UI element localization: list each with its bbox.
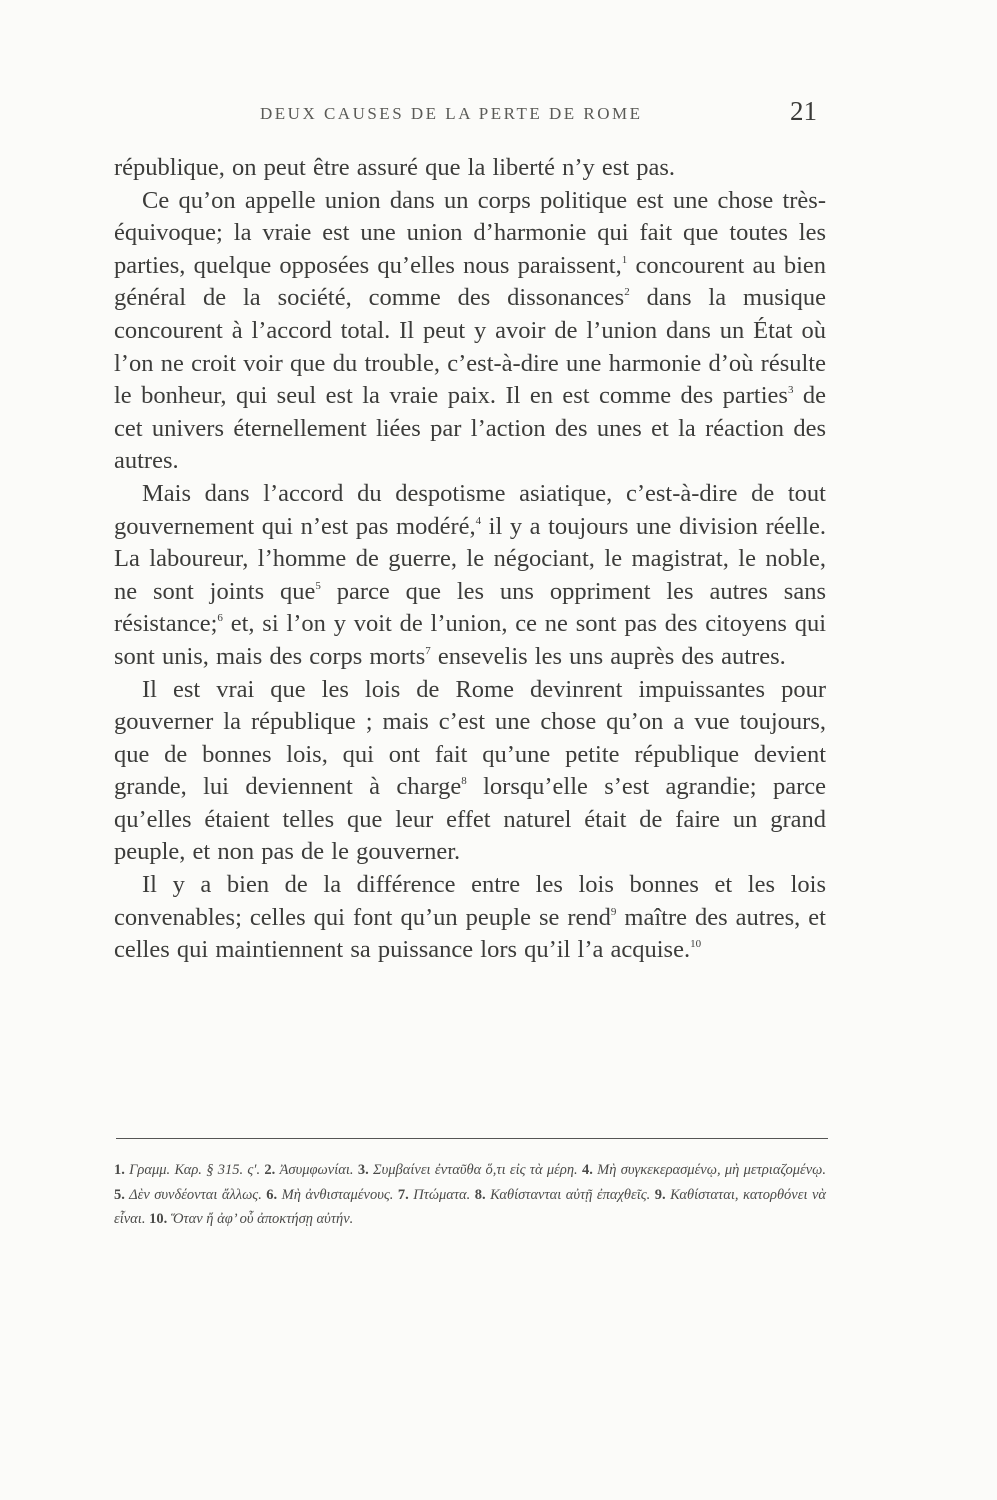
running-title: DEUX CAUSES DE LA PERTE DE ROME (260, 104, 643, 123)
footnote-marker: 6 (217, 612, 223, 625)
footnote-number: 4. (581, 1162, 593, 1178)
page-number: 21 (790, 96, 817, 126)
footnote-marker: 7 (425, 644, 431, 657)
footnote-text: Καθίσταται, κατορθόνει νὰ εἶναι. (114, 1186, 827, 1227)
text-segment: parce que les uns oppriment les autres sans résistance; (114, 577, 826, 638)
footnote-text: Μὴ συγκεκερασμένῳ, μὴ μετριαζομένῳ. (597, 1162, 827, 1178)
text-segment: il y a toujours une division réelle. La laboureur, l’homme de guerre, le négociant, le magistrat, le noble, ne sont joints que (114, 512, 826, 605)
main-text (114, 152, 826, 967)
text-segment: lorsqu’elle s’est agrandie; parce qu’elles étaient telles que leur effet naturel était de faire un grand peuple, et non pas de le gouverner. (114, 773, 826, 866)
footnote-number: 3. (357, 1162, 369, 1178)
footnote-marker: 9 (610, 905, 617, 918)
text-segment: maître des autres, et celles qui maintiennent sa puissance lors qu’il l’a acquise. (114, 903, 826, 964)
footnote-text: Ὅταν ἤ ἀφ’ οὗ ἀποκτήσῃ αὐτήν. (170, 1211, 354, 1227)
footnote-number: 6. (266, 1186, 278, 1203)
footnote-number: 1. (114, 1162, 125, 1178)
footnote-marker: 2 (624, 286, 630, 299)
footnote-number: 10. (149, 1211, 168, 1227)
footnotes (114, 1158, 826, 1232)
footnote-marker: 8 (461, 775, 467, 788)
footnote-text: Δὲν συνδέονται ἄλλως. (129, 1186, 262, 1203)
footnote-number: 5. (114, 1186, 125, 1203)
paragraph (114, 185, 826, 478)
footnote-divider (116, 1138, 828, 1139)
text-segment: Il y a bien de la différence entre les lois bonnes et les lois convenables; celles qui font qu’un peuple se rend (114, 871, 826, 931)
footnote-text: Πτώματα. (413, 1186, 471, 1203)
footnote-number: 8. (474, 1186, 486, 1203)
footnote-text: Συμβαίνει ἐνταῦθα ὅ,τι εἰς τὰ μέρη. (372, 1162, 578, 1178)
footnote-number: 9. (654, 1186, 666, 1203)
text-segment: Ce qu’on appelle union dans un corps politique est une chose très-équivoque; la vraie est une union d’harmonie qui fait que toutes les parties, quelque opposées qu’elles nous paraissent, (114, 186, 826, 279)
text-segment: de cet univers éternellement liées par l’action des unes et la réaction des autres. (114, 382, 827, 475)
paragraph (114, 152, 826, 185)
footnote-text: Γραμμ. Καρ. § 315. ς′. (129, 1162, 261, 1178)
paragraph (114, 674, 826, 870)
text-segment: et, si l’on y voit de l’union, ce ne sont pas des citoyens qui sont unis, mais des corps morts (114, 610, 826, 670)
text-segment: Mais dans l’accord du despotisme asiatique, c’est-à-dire de tout gouvernement qui n’est pas modéré, (114, 479, 826, 540)
footnote-text: Μὴ ἀνθισταμένους. (281, 1186, 394, 1203)
footnote-marker: 3 (787, 384, 794, 397)
text-segment: Il est vrai que les lois de Rome devinrent impuissantes pour gouverner la république ; mais c’est une chose qu’on a vue toujours, que de bonnes lois, qui ont fait qu’une petite république devient grande, lui deviennent à charge (114, 675, 826, 801)
text-segment: concourent au bien général de la société, comme des dissonances (114, 251, 826, 312)
footnote-text: Καθίστανται αὐτῇ ἐπαχθεῖς. (490, 1186, 651, 1203)
footnote-marker: 10 (690, 938, 702, 951)
footnote-number: 2. (264, 1162, 276, 1178)
paragraph (114, 478, 826, 674)
text-segment: république, on peut être assuré que la liberté n’y est pas. (114, 154, 676, 181)
paragraph (114, 869, 826, 967)
footnote-marker: 1 (621, 253, 628, 266)
text-segment: ensevelis les uns auprès des autres. (430, 642, 786, 670)
text-segment: dans la musique concourent à l’accord total. Il peut y avoir de l’union dans un État où l’on ne croit voir que du trouble, c’est-à-dire une harmonie d’où résulte le bonheur, qui seul est la vraie paix. Il en est comme des parties (114, 284, 826, 410)
footnote-marker: 5 (315, 579, 321, 592)
footnote-text: Ἀσυμφωνίαι. (279, 1162, 354, 1178)
footnote-number: 7. (397, 1186, 409, 1203)
footnote-marker: 4 (475, 514, 482, 527)
